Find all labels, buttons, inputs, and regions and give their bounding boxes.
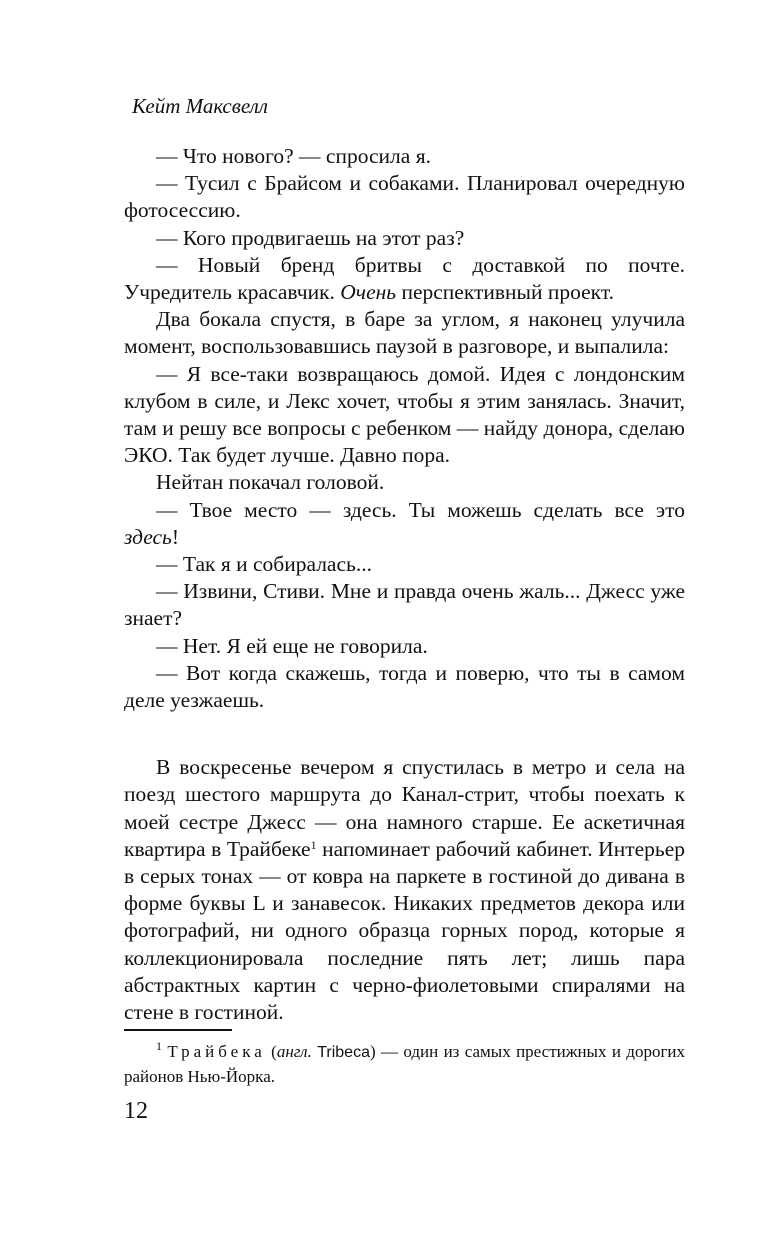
paragraph	[124, 551, 685, 578]
paragraph	[124, 578, 685, 632]
paragraph	[124, 170, 685, 224]
paragraph	[124, 143, 685, 170]
paragraph-text: — Новый бренд бритвы с доставкой по почте. Учредитель красавчик.	[124, 252, 685, 305]
footnote-reference[interactable]: 1	[310, 837, 317, 852]
paragraph-text: — Нет. Я ей еще не говорила.	[156, 633, 428, 658]
footnote-term: Трайбека	[167, 1042, 266, 1061]
paragraph	[124, 306, 685, 360]
paragraph-text: Нейтан покачал головой.	[156, 470, 385, 495]
emphasis: здесь	[124, 524, 172, 549]
paragraph-text: напоминает рабочий кабинет. Интерьер в серых тонах — от ковра на паркете в гостиной до дивана в форме буквы L и занавесок. Никаких предметов декора или фотографий, ни одного образца горных пород, которые я коллекционировала последние пять лет; лишь пара абстрактных картин с черно-фиолетовыми спиралями на стене в гостиной.	[124, 836, 685, 1025]
paragraph	[124, 497, 685, 551]
footnote-separator	[124, 1029, 232, 1031]
paragraph-text: В воскресенье вечером я спустилась в метро и села на поезд шестого маршрута до Канал-стрит, чтобы поехать к моей сестре Джесс — она намного старше. Ее аскетичная квартира в Трайбеке	[124, 755, 685, 861]
footnote-text: ) — один из самых престижных и дорогих районов Нью-Йорка.	[124, 1042, 686, 1086]
body-text	[124, 143, 685, 1026]
paragraph	[124, 633, 685, 660]
section-break	[124, 714, 685, 754]
paragraph-text: — Вот когда скажешь, тогда и поверю, что ты в самом деле уезжаешь.	[124, 660, 685, 713]
paragraph	[124, 469, 685, 496]
page-number: 12	[124, 1098, 148, 1124]
paragraph	[124, 660, 685, 714]
paragraph-text: — Я все-таки возвращаюсь домой. Идея с лондонским клубом в силе, и Лекс хочет, чтобы я этим занялась. Значит, там и решу все вопросы с ребенком — найду донора, сделаю ЭКО. Так будет лучше. Давно пора.	[124, 361, 685, 468]
paragraph-text: — Кого продвигаешь на этот раз?	[156, 225, 465, 250]
footnote-language: англ.	[276, 1042, 312, 1061]
paragraph	[124, 225, 685, 252]
paragraph-text: — Тусил с Брайсом и собаками. Планировал очередную фотосессию.	[124, 171, 685, 223]
paragraph-text: — Так я и собиралась...	[156, 552, 372, 577]
paragraph	[124, 361, 685, 470]
footnote-original: Tribeca	[317, 1044, 370, 1061]
paragraph-text: — Твое место — здесь. Ты можешь сделать все это	[156, 497, 685, 522]
paragraph	[124, 252, 685, 306]
running-head-author: Кейт Максвелл	[132, 94, 268, 118]
paragraph-text: перспективный проект.	[401, 280, 615, 305]
footnote: $^1$ Трайбека (англ. Tribeca) — один из самых престижных и дорогих районов Нью-Йорка.	[124, 1039, 686, 1086]
emphasis: Очень	[340, 280, 397, 305]
paragraph-text: — Извини, Стиви. Мне и правда очень жаль... Джесс уже знает?	[124, 579, 685, 631]
paragraph	[124, 754, 685, 1026]
paragraph-text: !	[171, 524, 180, 549]
paragraph-text: — Что нового? — спросила я.	[156, 144, 431, 168]
footnote-marker: 1	[156, 1039, 162, 1053]
paragraph-text: Два бокала спустя, в баре за углом, я наконец улучила момент, воспользовавшись паузой в разговоре, и выпалила:	[124, 307, 685, 359]
